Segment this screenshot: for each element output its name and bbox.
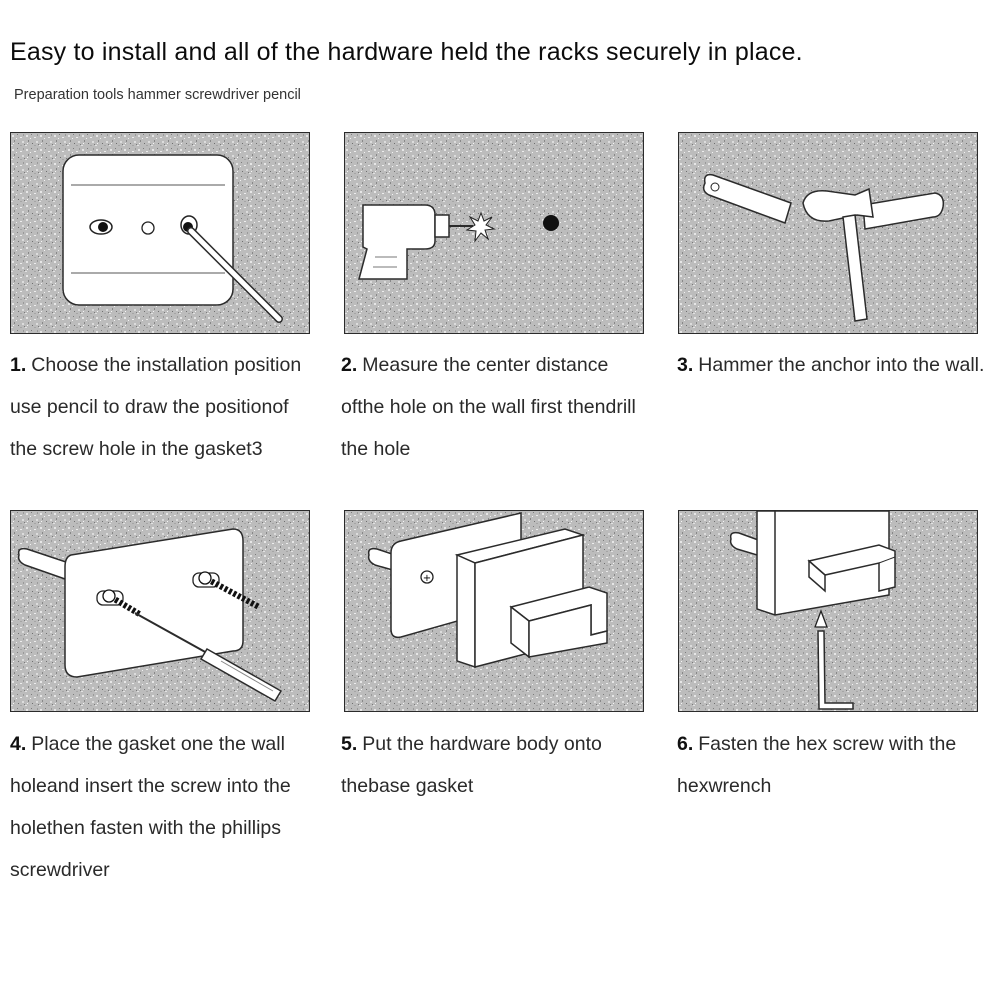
step-6-illustration <box>678 510 978 712</box>
step-line: Place the gasket one the wall <box>31 733 285 755</box>
step-2-illustration <box>344 132 644 334</box>
step-line: Hammer the anchor into the wall. <box>698 354 985 376</box>
step-1-illustration <box>10 132 310 334</box>
svg-text:+: + <box>422 573 432 584</box>
step-line: the screw hole in the gasket3 <box>10 438 263 460</box>
step-number: 5. <box>341 733 358 755</box>
step-4-illustration <box>10 510 310 712</box>
page-title: Easy to install and all of the hardware held the racks securely in place. <box>10 38 803 66</box>
step-number: 2. <box>341 354 358 376</box>
step-line: Put the hardware body onto <box>362 733 602 755</box>
step-number: 3. <box>677 354 694 376</box>
hex-screw-icon <box>815 611 827 627</box>
step-number: 1. <box>10 354 27 376</box>
step-line: use pencil to draw the positionof <box>10 396 289 418</box>
step-line: hexwrench <box>677 775 772 797</box>
step-2-text <box>341 344 636 470</box>
step-3-illustration <box>678 132 978 334</box>
step-line: Choose the installation position <box>31 354 302 376</box>
step-line: Measure the center distance <box>362 354 609 376</box>
wall-anchor-icon <box>19 549 69 579</box>
hammer-icon <box>803 189 873 321</box>
drill-icon <box>359 205 473 279</box>
step-1-text <box>10 344 301 470</box>
step-number: 4. <box>10 733 27 755</box>
hex-wrench-icon <box>818 631 853 709</box>
step-line: Fasten the hex screw with the <box>698 733 957 755</box>
step-line: thebase gasket <box>341 775 474 797</box>
hook-body-icon <box>757 511 895 615</box>
step-5-text <box>341 723 602 807</box>
step-line: holeand insert the screw into the <box>10 775 291 797</box>
step-line: ofthe hole on the wall first thendrill <box>341 396 636 418</box>
drilled-hole-mark <box>543 215 559 231</box>
preparation-tools-note: Preparation tools hammer screwdriver pencil <box>14 87 301 103</box>
step-4-text <box>10 723 291 891</box>
step-number: 6. <box>677 733 694 755</box>
hook-body-icon <box>457 529 607 667</box>
step-line: the hole <box>341 438 411 460</box>
step-5-illustration <box>344 510 644 712</box>
step-6-text <box>677 723 956 807</box>
step-3-text <box>677 344 984 386</box>
step-line: holethen fasten with the phillips <box>10 817 282 839</box>
drill-spark-icon <box>467 213 494 241</box>
step-line: screwdriver <box>10 859 110 881</box>
